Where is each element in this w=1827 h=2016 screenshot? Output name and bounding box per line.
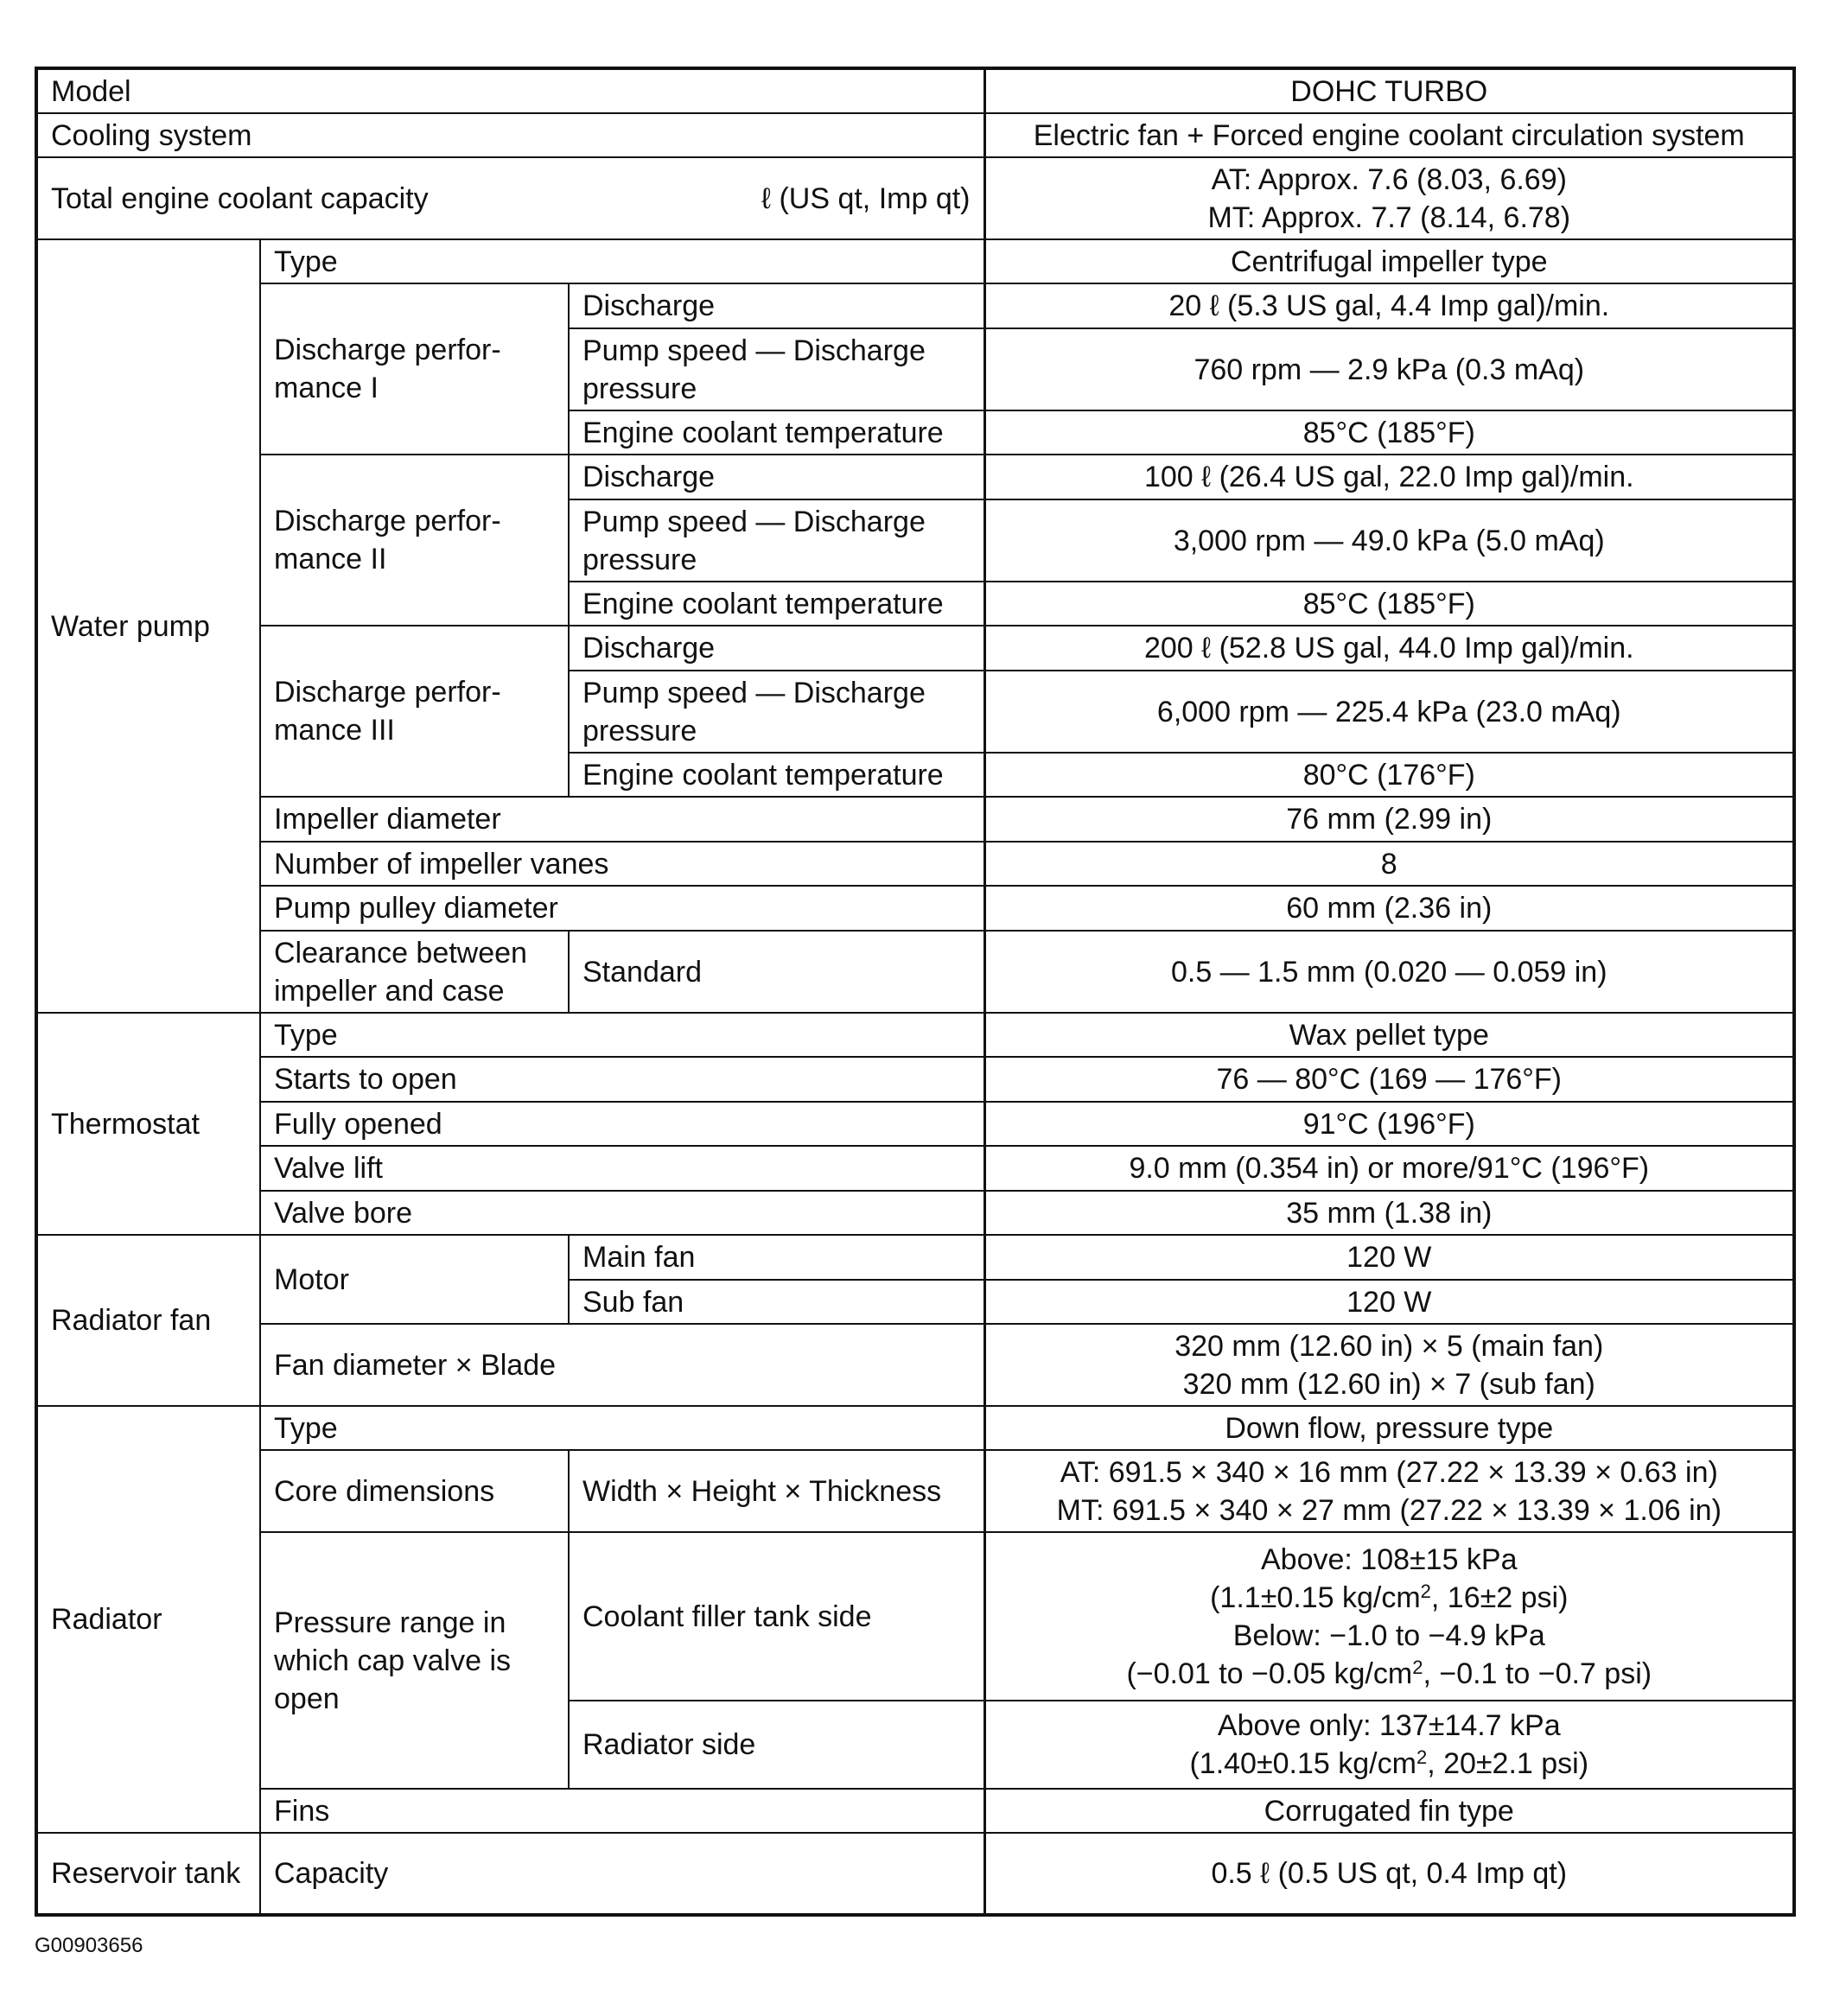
row-core-dimensions [36, 1450, 1794, 1532]
radiator-above: Above only: 137±14.7 kPa [1217, 1709, 1561, 1742]
perf3-temp-label: Engine coolant temperature [569, 753, 984, 797]
radiator-type-value: Down flow, pressure type [984, 1406, 1794, 1450]
main-fan-value: 120 W [984, 1235, 1794, 1280]
model-label: Model [36, 68, 984, 113]
perf3-temp-value: 80°C (176°F) [984, 753, 1794, 797]
cooling-system-label: Cooling system [36, 113, 984, 157]
pump-type-label: Type [260, 239, 984, 283]
filler-below-detail: (−0.01 to −0.05 $kg/cm^2$, −0.1 to −0.7 psi) [1126, 1656, 1652, 1690]
reservoir-capacity-label: Capacity [260, 1833, 984, 1915]
fully-opened-label: Fully opened [260, 1102, 984, 1146]
valve-bore-value: 35 mm (1.38 in) [984, 1191, 1794, 1235]
row-main-fan [36, 1235, 1794, 1280]
clearance-label: Clearance between impeller and case [260, 931, 569, 1013]
radiator-side-label: Radiator side [569, 1701, 984, 1789]
clearance-value: 0.5 — 1.5 mm (0.020 — 0.059 in) [984, 931, 1794, 1013]
row-starts-to-open [36, 1057, 1794, 1102]
thermostat-label: Thermostat [36, 1013, 260, 1235]
core-dimensions-label: Core dimensions [260, 1450, 569, 1532]
sub-fan-label: Sub fan [569, 1280, 984, 1324]
core-dimensions-value [984, 1450, 1794, 1532]
row-radiator-type [36, 1406, 1794, 1450]
impeller-diameter-value: 76 mm (2.99 in) [984, 797, 1794, 842]
model-value: DOHC TURBO [984, 68, 1794, 113]
row-fully-opened [36, 1102, 1794, 1146]
row-thermostat-type [36, 1013, 1794, 1057]
cooling-system-value: Electric fan + Forced engine coolant circulation system [984, 113, 1794, 157]
fan-diameter-value [984, 1324, 1794, 1406]
impeller-vanes-label: Number of impeller vanes [260, 842, 984, 886]
perf3-discharge-value: 200 ℓ (52.8 US gal, 44.0 Imp gal)/min. [984, 626, 1794, 671]
impeller-vanes-value: 8 [984, 842, 1794, 886]
perf1-pump-label: Pump speed — Discharge pressure [569, 328, 984, 410]
coolant-capacity-value [984, 157, 1794, 239]
thermostat-type-value: Wax pellet type [984, 1013, 1794, 1057]
perf2-temp-label: Engine coolant temperature [569, 582, 984, 626]
motor-label: Motor [260, 1235, 569, 1324]
water-pump-label: Water pump [36, 239, 260, 1013]
capacity-mt: MT: Approx. 7.7 (8.14, 6.78) [1207, 200, 1571, 234]
filler-above: Above: 108±15 kPa [1260, 1542, 1518, 1576]
valve-lift-label: Valve lift [260, 1146, 984, 1191]
core-mt: MT: 691.5 × 340 × 27 mm (27.22 × 13.39 × 1.06 in) [1056, 1493, 1722, 1527]
capacity-at: AT: Approx. 7.6 (8.03, 6.69) [1211, 162, 1567, 196]
coolant-capacity-cell [36, 157, 984, 239]
filler-tank-side-value [984, 1532, 1794, 1701]
fully-opened-value: 91°C (196°F) [984, 1102, 1794, 1146]
row-clearance [36, 931, 1794, 1013]
perf3-pump-value: 6,000 rpm — 225.4 kPa (23.0 mAq) [984, 671, 1794, 753]
fins-label: Fins [260, 1789, 984, 1833]
perf1-temp-value: 85°C (185°F) [984, 410, 1794, 455]
filler-tank-side-label: Coolant filler tank side [569, 1532, 984, 1701]
perf3-pump-label: Pump speed — Discharge pressure [569, 671, 984, 753]
fan-diameter-label: Fan diameter × Blade [260, 1324, 984, 1406]
pulley-diameter-label: Pump pulley diameter [260, 886, 984, 931]
thermostat-type-label: Type [260, 1013, 984, 1057]
perf2-pump-label: Pump speed — Discharge pressure [569, 499, 984, 582]
row-coolant-capacity [36, 157, 1794, 239]
row-pump-type [36, 239, 1794, 283]
perf2-discharge-label: Discharge [569, 455, 984, 499]
valve-lift-value: 9.0 mm (0.354 in) or more/91°C (196°F) [984, 1146, 1794, 1191]
figure-code: G00903656 [35, 1934, 143, 1957]
row-filler-tank-side [36, 1532, 1794, 1701]
row-cooling-system [36, 113, 1794, 157]
row-fan-diameter [36, 1324, 1794, 1406]
starts-to-open-value: 76 — 80°C (169 — 176°F) [984, 1057, 1794, 1102]
row-model [36, 68, 1794, 113]
sub-fan-value: 120 W [984, 1280, 1794, 1324]
reservoir-tank-label: Reservoir tank [36, 1833, 260, 1915]
perf3-label: Discharge perfor-mance III [260, 626, 569, 797]
pump-type-value: Centrifugal impeller type [984, 239, 1794, 283]
perf2-label: Discharge perfor-mance II [260, 455, 569, 626]
perf1-pump-value: 760 rpm — 2.9 kPa (0.3 mAq) [984, 328, 1794, 410]
radiator-label: Radiator [36, 1406, 260, 1833]
perf2-discharge-value: 100 ℓ (26.4 US gal, 22.0 Imp gal)/min. [984, 455, 1794, 499]
filler-below: Below: −1.0 to −4.9 kPa [1232, 1619, 1545, 1652]
fan-diameter-sub: 320 mm (12.60 in) × 7 (sub fan) [1182, 1367, 1595, 1401]
starts-to-open-label: Starts to open [260, 1057, 984, 1102]
clearance-sub-label: Standard [569, 931, 984, 1013]
core-dimensions-sub-label: Width × Height × Thickness [569, 1450, 984, 1532]
fan-diameter-main: 320 mm (12.60 in) × 5 (main fan) [1174, 1329, 1604, 1363]
coolant-capacity-unit: ℓ (US qt, Imp qt) [761, 181, 971, 215]
radiator-type-label: Type [260, 1406, 984, 1450]
perf1-temp-label: Engine coolant temperature [569, 410, 984, 455]
radiator-fan-label: Radiator fan [36, 1235, 260, 1406]
core-at: AT: 691.5 × 340 × 16 mm (27.22 × 13.39 × 0.63 in) [1060, 1455, 1718, 1489]
pressure-range-label: Pressure range in which cap valve is open [260, 1532, 569, 1789]
row-valve-bore [36, 1191, 1794, 1235]
row-perf2-discharge [36, 455, 1794, 499]
row-perf1-discharge [36, 283, 1794, 328]
row-perf3-discharge [36, 626, 1794, 671]
coolant-capacity-label: Total engine coolant capacity [51, 181, 429, 215]
radiator-side-value [984, 1701, 1794, 1789]
radiator-above-detail: (1.40±0.15 $kg/cm^2$, 20±2.1 psi) [1189, 1746, 1589, 1780]
fins-value: Corrugated fin type [984, 1789, 1794, 1833]
perf1-label: Discharge perfor-mance I [260, 283, 569, 455]
row-impeller-diameter [36, 797, 1794, 842]
impeller-diameter-label: Impeller diameter [260, 797, 984, 842]
perf1-discharge-label: Discharge [569, 283, 984, 328]
pulley-diameter-value: 60 mm (2.36 in) [984, 886, 1794, 931]
row-impeller-vanes [36, 842, 1794, 886]
row-fins [36, 1789, 1794, 1833]
perf1-discharge-value: 20 ℓ (5.3 US gal, 4.4 Imp gal)/min. [984, 283, 1794, 328]
row-valve-lift [36, 1146, 1794, 1191]
row-pulley-diameter [36, 886, 1794, 931]
perf3-discharge-label: Discharge [569, 626, 984, 671]
main-fan-label: Main fan [569, 1235, 984, 1280]
reservoir-capacity-value: 0.5 ℓ (0.5 US qt, 0.4 Imp qt) [984, 1833, 1794, 1915]
perf2-temp-value: 85°C (185°F) [984, 582, 1794, 626]
perf2-pump-value: 3,000 rpm — 49.0 kPa (5.0 mAq) [984, 499, 1794, 582]
specifications-table [35, 67, 1796, 1917]
row-reservoir-tank [36, 1833, 1794, 1915]
filler-above-detail: (1.1±0.15 $kg/cm^2$, 16±2 psi) [1210, 1580, 1569, 1614]
valve-bore-label: Valve bore [260, 1191, 984, 1235]
